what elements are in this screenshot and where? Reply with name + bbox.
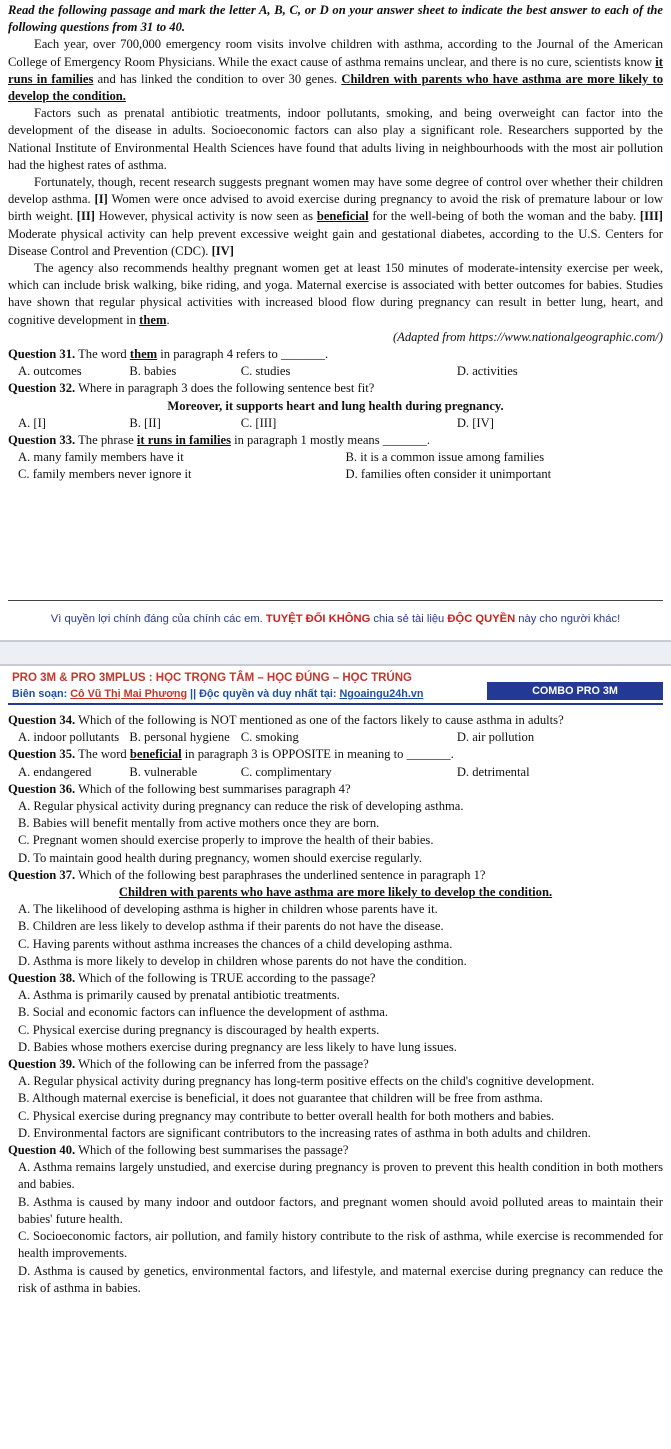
q40-number: Question 40. bbox=[8, 1143, 76, 1158]
question-34 bbox=[8, 712, 663, 729]
q37-number: Question 37. bbox=[8, 867, 76, 882]
q38-option-d[interactable]: D. Babies whose mothers exercise during pregnancy are less likely to have lung issues. bbox=[18, 1039, 457, 1054]
q34-number: Question 34. bbox=[8, 713, 76, 727]
q33-number: Question 33. bbox=[8, 433, 76, 448]
question-38 bbox=[8, 970, 663, 987]
paragraph-1 bbox=[8, 36, 663, 105]
q37-option-c[interactable]: C. Having parents without asthma increases the chances of a child developing asthma. bbox=[18, 936, 453, 951]
header-title: PRO 3M & PRO 3MPLUS : HỌC TRỌNG TÂM – HỌC ĐÚNG – HỌC TRÚNG bbox=[12, 672, 412, 684]
q33-options-row1 bbox=[8, 449, 663, 466]
q33-option-d[interactable]: D. families often consider it unimportant bbox=[345, 467, 552, 482]
q36-option-c[interactable]: C. Pregnant women should exercise properly to improve the health of their babies. bbox=[18, 833, 434, 848]
q34-option-b[interactable]: B. personal hygiene bbox=[129, 730, 230, 745]
question-39 bbox=[8, 1056, 663, 1073]
questions-section-2 bbox=[8, 712, 663, 1297]
q40-option-c[interactable]: C. Socioeconomic factors, air pollution, and family history contribute to the risk of asthma, while exercise is recommended for health improvements. bbox=[18, 1229, 663, 1261]
q36-option-d[interactable]: D. To maintain good health during pregnancy, women should exercise regularly. bbox=[18, 850, 422, 865]
q32-quote: Moreover, it supports heart and lung health during pregnancy. bbox=[167, 398, 504, 413]
q35-options bbox=[8, 764, 663, 781]
q33-text-b: in paragraph 1 mostly means bbox=[230, 433, 383, 448]
q33-blank: _______ bbox=[382, 433, 427, 448]
q32-option-c[interactable]: C. [III] bbox=[240, 415, 277, 430]
p1-underline-sentence: Children with parents who have asthma are more likely to develop the condition. bbox=[8, 71, 663, 104]
page-break bbox=[0, 640, 671, 666]
q36-option-a[interactable]: A. Regular physical activity during pregnancy can reduce the risk of developing asthma. bbox=[18, 799, 464, 814]
q34-text: Which of the following is NOT mentioned as one of the factors likely to cause asthma in adults? bbox=[75, 713, 564, 727]
combo-badge: COMBO PRO 3M bbox=[487, 682, 663, 700]
q40-text: Which of the following best summarises the passage? bbox=[75, 1143, 349, 1158]
q35-text-a: The word bbox=[75, 747, 130, 762]
p4-underline-word: them bbox=[139, 312, 167, 327]
q33-option-c[interactable]: C. family members never ignore it bbox=[18, 467, 192, 482]
q34-options bbox=[8, 729, 663, 746]
q35-text-b: in paragraph 3 is OPPOSITE in meaning to bbox=[181, 747, 407, 762]
q38-option-b[interactable]: B. Social and economic factors can influence the development of asthma. bbox=[18, 1005, 388, 1020]
p1-underline-phrase: it runs in families bbox=[8, 54, 663, 86]
question-33 bbox=[8, 432, 663, 449]
q31-number: Question 31. bbox=[8, 347, 76, 362]
q31-blank: _______ bbox=[280, 347, 326, 362]
source-citation: (Adapted from https://www.nationalgeographic.com/) bbox=[392, 329, 663, 344]
q32-option-d[interactable]: D. [IV] bbox=[456, 415, 494, 430]
p4-text-b: . bbox=[166, 312, 170, 327]
q36-option-b[interactable]: B. Babies will benefit mentally from active mothers once they are born. bbox=[18, 816, 380, 831]
header-credits bbox=[12, 686, 423, 703]
q38-number: Question 38. bbox=[8, 971, 76, 986]
q39-option-a[interactable]: A. Regular physical activity during pregnancy has long-term positive effects on the child's cognitive development. bbox=[18, 1074, 595, 1089]
q32-option-a[interactable]: A. [I] bbox=[18, 415, 46, 430]
question-40 bbox=[8, 1142, 663, 1159]
q37-option-a[interactable]: A. The likelihood of developing asthma is higher in children whose parents have it. bbox=[18, 902, 438, 917]
q34-option-d[interactable]: D. air pollution bbox=[456, 730, 535, 745]
copyright-notice bbox=[8, 611, 663, 628]
q39-option-c[interactable]: C. Physical exercise during pregnancy may contribute to better overall health for both mothers and babies. bbox=[18, 1108, 555, 1123]
divider-line bbox=[8, 600, 663, 601]
q36-text: Which of the following best summarises paragraph 4? bbox=[75, 781, 351, 796]
q40-option-d[interactable]: D. Asthma is caused by genetics, environmental factors, and lifestyle, and maternal exercise during pregnancy can reduce the risk of asthma in babies. bbox=[18, 1263, 663, 1295]
q40-option-a[interactable]: A. Asthma remains largely unstudied, and exercise during pregnancy is proven to prevent this health condition in both mothers and babies. bbox=[18, 1160, 663, 1192]
q33-option-b[interactable]: B. it is a common issue among families bbox=[345, 450, 545, 465]
q31-text-a: The word bbox=[75, 347, 130, 362]
q38-option-c[interactable]: C. Physical exercise during pregnancy is discouraged by health experts. bbox=[18, 1022, 380, 1037]
q31-option-b[interactable]: B. babies bbox=[129, 364, 177, 379]
q40-option-b[interactable]: B. Asthma is caused by many indoor and outdoor factors, and pregnant women should avoid polluted areas to maintain their babies' future health. bbox=[18, 1194, 663, 1226]
q33-text-a: The phrase bbox=[75, 433, 137, 448]
q39-option-b[interactable]: B. Although maternal exercise is beneficial, it does not guarantee that children will be free from asthma. bbox=[18, 1091, 543, 1106]
question-37 bbox=[8, 867, 663, 884]
q38-text: Which of the following is TRUE according to the passage? bbox=[75, 971, 376, 986]
paragraph-3 bbox=[8, 174, 663, 260]
q33-underline: it runs in families bbox=[136, 433, 231, 448]
header-credit-label: Biên soạn: bbox=[12, 688, 71, 700]
q35-number: Question 35. bbox=[8, 747, 76, 762]
q35-end: . bbox=[450, 747, 454, 762]
marker-4: [IV] bbox=[211, 243, 234, 258]
q34-option-c[interactable]: C. smoking bbox=[240, 730, 299, 745]
q37-quote: Children with parents who have asthma are more likely to develop the condition. bbox=[118, 885, 553, 900]
header-exclusive-text: || Độc quyền và duy nhất tại: bbox=[187, 688, 340, 700]
q32-number: Question 32. bbox=[8, 381, 76, 396]
p3-underline-word: beneficial bbox=[316, 209, 369, 224]
notice-text-b: TUYỆT ĐỐI KHÔNG bbox=[265, 613, 371, 625]
q39-option-d[interactable]: D. Environmental factors are significant contributors to the increasing rates of asthma in both adults and children. bbox=[18, 1125, 591, 1140]
q31-end: . bbox=[325, 347, 329, 362]
q31-option-c[interactable]: C. studies bbox=[240, 364, 291, 379]
notice-text-a: Vì quyền lợi chính đáng của chính các em. bbox=[50, 613, 266, 625]
q33-options-row2 bbox=[8, 466, 663, 483]
paragraph-4 bbox=[8, 260, 663, 329]
instruction: Read the following passage and mark the letter A, B, C, or D on your answer sheet to indicate the best answer to each of the following questions from 31 to 40. bbox=[8, 3, 663, 35]
p3-text-e: Moderate physical activity can help prevent excessive weight gain and gestational diabetes, according to the U.S. Centers for Disease Control and Prevention (CDC). bbox=[8, 226, 663, 258]
q37-option-b[interactable]: B. Children are less likely to develop asthma if their parents do not have the disease. bbox=[18, 919, 444, 934]
q32-options bbox=[8, 415, 663, 432]
q37-option-d[interactable]: D. Asthma is more likely to develop in children whose parents do not have the condition. bbox=[18, 953, 467, 968]
q35-option-b[interactable]: B. vulnerable bbox=[129, 764, 198, 779]
question-31 bbox=[8, 346, 663, 363]
paragraph-2: Factors such as prenatal antibiotic treatments, indoor pollutants, smoking, and being overweight can factor into the development of the disease in adults. Socioeconomic factors can also play a significant role. Researchers supported by the National Institute of Environmental Health Sciences have found that adults living in neighbourhoods with the most air pollution had the highest rates of asthma. bbox=[8, 106, 663, 172]
q35-underline: beneficial bbox=[129, 747, 182, 762]
question-32 bbox=[8, 380, 663, 397]
q39-number: Question 39. bbox=[8, 1057, 76, 1072]
p3-text-c: However, physical activity is now seen as bbox=[95, 209, 317, 224]
q36-number: Question 36. bbox=[8, 781, 76, 796]
reading-section bbox=[0, 0, 671, 484]
header-author: Cô Vũ Thị Mai Phương bbox=[70, 688, 188, 700]
question-36 bbox=[8, 781, 663, 798]
q34-option-a[interactable]: A. indoor pollutants bbox=[18, 730, 120, 745]
p3-text-b: Women were once advised to avoid exercise during pregnancy to avoid the risk of premature labour or low birth weight. bbox=[8, 192, 664, 224]
notice-text-d: ĐỘC QUYỀN bbox=[447, 613, 516, 625]
q38-option-a[interactable]: A. Asthma is primarily caused by prenatal antibiotic treatments. bbox=[18, 988, 340, 1003]
p1-text-a: Each year, over 700,000 emergency room visits involve children with asthma, according to the Journal of the American College of Emergency Room Physicians. While the exact cause of asthma remains unclear, and there is no cure, scientists know bbox=[8, 37, 663, 69]
notice-text-c: chia sẻ tài liệu bbox=[370, 613, 448, 625]
marker-1: [I] bbox=[94, 192, 108, 207]
p4-text-a: The agency also recommends healthy pregnant women get at least 150 minutes of moderate-intensity exercise per week, which can include brisk walking, bike riding, and yoga. Maternal exercise is associated with better outcomes for babies. Studies have shown that regular physical activities with increased blood flow during pregnancy can result in better lung, heart, and cognitive development in bbox=[8, 261, 663, 327]
notice-text-e: này cho người khác! bbox=[515, 613, 621, 625]
q35-option-d[interactable]: D. detrimental bbox=[456, 764, 530, 779]
q32-option-b[interactable]: B. [II] bbox=[129, 415, 161, 430]
q32-text: Where in paragraph 3 does the following sentence best fit? bbox=[75, 381, 375, 396]
q31-options bbox=[8, 363, 663, 380]
q31-option-d[interactable]: D. activities bbox=[456, 364, 518, 379]
p3-text-a: Fortunately, though, recent research suggests pregnant women may have some degree of control over whether their children develop asthma. bbox=[8, 175, 663, 207]
p3-text-d: for the well-being of both the woman and the baby. bbox=[368, 209, 640, 224]
q35-option-c[interactable]: C. complimentary bbox=[240, 764, 332, 779]
q31-option-a[interactable]: A. outcomes bbox=[18, 364, 82, 379]
q33-end: . bbox=[426, 433, 430, 448]
q37-text: Which of the following best paraphrases the underlined sentence in paragraph 1? bbox=[75, 867, 486, 882]
q31-underline: them bbox=[129, 347, 158, 362]
header-underline bbox=[8, 703, 663, 705]
marker-3: [III] bbox=[639, 209, 663, 224]
marker-2: [II] bbox=[76, 209, 95, 224]
q35-blank: _______ bbox=[406, 747, 451, 762]
p1-text-b: and has linked the condition to over 30 genes. bbox=[93, 71, 342, 86]
q39-text: Which of the following can be inferred from the passage? bbox=[75, 1057, 369, 1072]
header-site-link[interactable]: Ngoaingu24h.vn bbox=[339, 688, 424, 700]
q33-option-a[interactable]: A. many family members have it bbox=[18, 450, 184, 465]
q35-option-a[interactable]: A. endangered bbox=[18, 764, 92, 779]
q31-text-b: in paragraph 4 refers to bbox=[157, 347, 281, 362]
question-35 bbox=[8, 746, 663, 763]
